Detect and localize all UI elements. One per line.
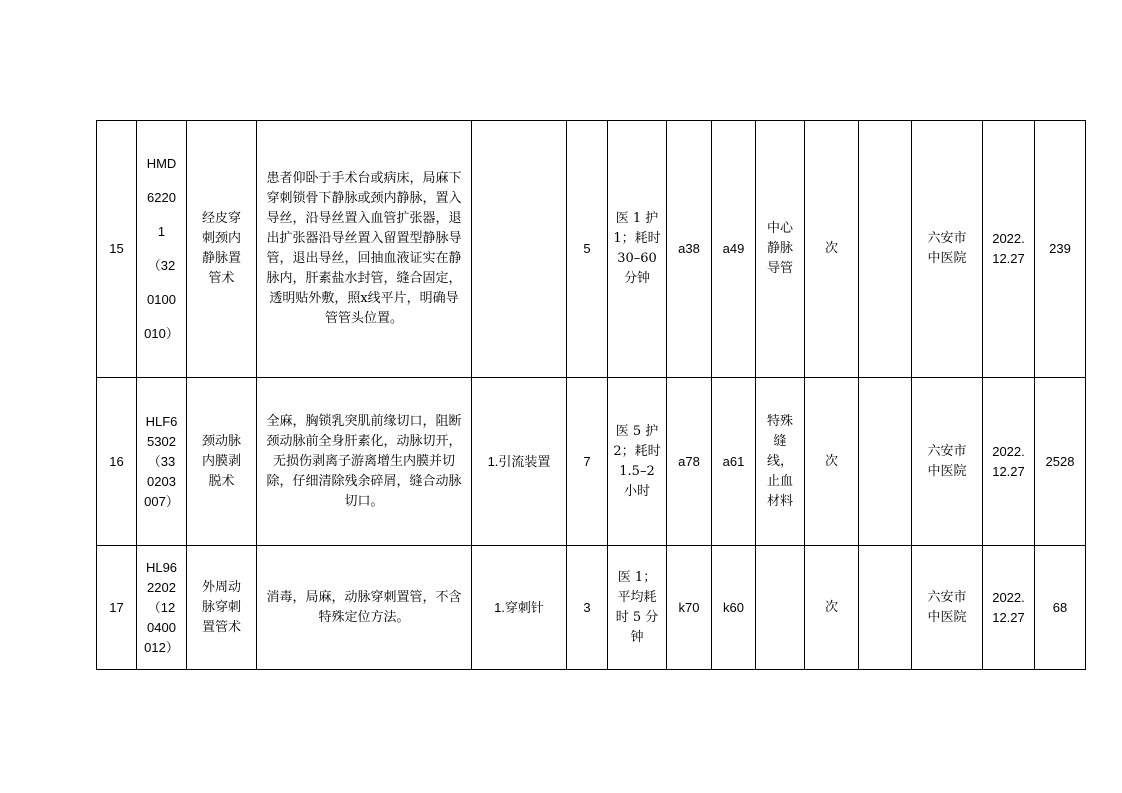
excluded-materials-line: 中心 — [766, 221, 793, 236]
approval-date-cell — [983, 546, 1035, 670]
item-code-line: （32 — [147, 258, 176, 273]
item-name-line: 刺颈内 — [201, 231, 241, 246]
row-number-cell — [97, 546, 137, 670]
row-number-cell — [97, 121, 137, 378]
item-code-line: 010） — [144, 326, 179, 341]
applicant-hospital-line: 中医院 — [927, 251, 967, 266]
item-description: 消毒，局麻，动脉穿刺置管，不含特殊定位方法。 — [266, 589, 462, 625]
item-code-line: 1 — [157, 224, 166, 239]
item-description-cell — [257, 378, 472, 546]
item-description-cell — [257, 546, 472, 670]
approval-date-line: 2022. — [992, 231, 1025, 246]
item-description: 患者仰卧于手术台或病床，局麻下穿刺锁骨下静脉或颈内静脉，置入导丝，沿导丝置入血管扩张器，退出扩张器沿导丝置入留置型静脉导管，退出导丝，回抽血液证实在静脉内，肝素盐水封管，缝合固定，透明贴外敷，照x线平片，明确导管管头位置。 — [266, 171, 462, 326]
risk-code-cell — [667, 121, 712, 378]
table-row — [97, 121, 1086, 378]
applicant-hospital-line: 六安市 — [927, 443, 967, 459]
item-name-line: 置管术 — [201, 619, 241, 635]
row-number-cell — [97, 378, 137, 546]
staff-time-line: 时 5 分 — [615, 609, 659, 625]
item-description: 全麻，胸锁乳突肌前缘切口，阻断颈动脉前全身肝素化，动脉切开，无损伤剥离子游离增生内膜并切除，仔细清除残余碎屑，缝合动脉切口。 — [266, 413, 462, 509]
item-code-cell — [137, 378, 187, 546]
category-code: a61 — [722, 453, 745, 469]
risk-code: k70 — [678, 599, 700, 615]
category-code-cell — [712, 546, 756, 670]
category-code-cell — [712, 378, 756, 546]
applicant-hospital-line: 中医院 — [927, 609, 967, 625]
item-name-cell — [187, 546, 257, 670]
consumables-cell — [472, 546, 567, 670]
applicant-hospital-cell — [912, 546, 983, 670]
excluded-materials-line: 缝 — [773, 433, 787, 449]
excluded-materials-line: 材料 — [766, 493, 793, 509]
staff-time-line: 2；耗时 — [613, 443, 661, 459]
staff-time-line: 医 1 护 — [615, 211, 659, 226]
price: 239 — [1049, 241, 1071, 256]
excluded-materials-cell — [756, 378, 805, 546]
item-code-line: HLF6 — [145, 413, 178, 429]
item-name-line: 脉穿刺 — [201, 599, 241, 615]
staff-time-line: 分钟 — [623, 271, 650, 286]
table-row — [97, 546, 1086, 670]
approval-date-cell — [983, 378, 1035, 546]
item-code-line: 0203 — [147, 473, 176, 489]
price: 2528 — [1045, 453, 1075, 469]
excluded-materials-cell — [756, 546, 805, 670]
price-cell — [1035, 378, 1086, 546]
item-name-cell — [187, 121, 257, 378]
applicant-hospital-line: 六安市 — [927, 231, 967, 246]
pricing-unit-cell — [805, 378, 859, 546]
item-code-cell — [137, 121, 187, 378]
category-code-cell — [712, 121, 756, 378]
table-row — [97, 378, 1086, 546]
item-code-line: 007） — [144, 493, 179, 509]
item-name-line: 管术 — [208, 271, 235, 286]
risk-code-cell — [667, 378, 712, 546]
excluded-materials-cell — [756, 121, 805, 378]
staff-time-line: 医 1； — [617, 569, 657, 585]
row-number: 16 — [109, 453, 124, 469]
item-code-line: HL96 — [145, 559, 178, 575]
difficulty-points: 3 — [583, 599, 591, 615]
price: 68 — [1052, 599, 1068, 615]
category-code: a49 — [722, 241, 745, 256]
item-code-line: 2202 — [147, 579, 176, 595]
approval-date-line: 12.27 — [992, 463, 1025, 479]
price-cell — [1035, 121, 1086, 378]
staff-time-cell — [608, 121, 667, 378]
excluded-materials-line: 导管 — [766, 261, 793, 276]
approval-date-cell — [983, 121, 1035, 378]
pricing-unit: 次 — [824, 599, 838, 615]
item-name-line: 内膜剥 — [201, 453, 241, 469]
consumables: 1.引流装置 — [487, 453, 551, 469]
risk-code: a78 — [678, 453, 700, 469]
difficulty-points-cell — [567, 378, 608, 546]
approval-date-line: 2022. — [992, 443, 1025, 459]
item-code-line: 0400 — [147, 619, 176, 635]
item-name-line: 脱术 — [208, 473, 235, 489]
item-code-line: （33 — [147, 453, 176, 469]
staff-time-cell — [608, 378, 667, 546]
notes-cell — [859, 378, 912, 546]
pricing-unit: 次 — [824, 453, 838, 469]
item-name-line: 颈动脉 — [201, 433, 241, 449]
staff-time-line: 1.5–2 — [619, 463, 655, 479]
excluded-materials-line: 线， — [766, 453, 793, 469]
applicant-hospital-line: 中医院 — [927, 463, 967, 479]
consumables-cell — [472, 121, 567, 378]
row-number: 17 — [109, 599, 124, 615]
excluded-materials-line: 特殊 — [766, 413, 793, 429]
staff-time-line: 小时 — [623, 483, 650, 499]
difficulty-points-cell — [567, 121, 608, 378]
excluded-materials-line: 止血 — [766, 473, 793, 489]
item-name-line: 经皮穿 — [201, 211, 241, 226]
item-name-line: 静脉置 — [201, 251, 241, 266]
pricing-table — [96, 120, 1086, 670]
staff-time-line: 钟 — [630, 629, 644, 645]
applicant-hospital-cell — [912, 378, 983, 546]
staff-time-line: 平均耗 — [617, 589, 657, 605]
item-code-line: 0100 — [147, 292, 176, 307]
item-code-line: HMD — [146, 156, 177, 171]
consumables: 1.穿刺针 — [494, 599, 544, 615]
applicant-hospital-cell — [912, 121, 983, 378]
pricing-unit-cell — [805, 546, 859, 670]
category-code: k60 — [723, 599, 744, 615]
item-name-line: 外周动 — [201, 579, 241, 595]
notes-cell — [859, 121, 912, 378]
item-name-cell — [187, 378, 257, 546]
notes-cell — [859, 546, 912, 670]
staff-time-line: 1；耗时 — [613, 231, 661, 246]
item-code-cell — [137, 546, 187, 670]
pricing-unit: 次 — [824, 241, 838, 256]
applicant-hospital-line: 六安市 — [927, 589, 967, 605]
item-description-cell — [257, 121, 472, 378]
price-cell — [1035, 546, 1086, 670]
item-code-line: 6220 — [147, 190, 176, 205]
pricing-unit-cell — [805, 121, 859, 378]
risk-code: a38 — [678, 241, 700, 256]
staff-time-line: 30–60 — [617, 251, 657, 266]
difficulty-points: 5 — [583, 241, 591, 256]
risk-code-cell — [667, 546, 712, 670]
staff-time-cell — [608, 546, 667, 670]
approval-date-line: 12.27 — [992, 609, 1025, 625]
item-code-line: （12 — [147, 599, 176, 615]
difficulty-points: 7 — [583, 453, 591, 469]
item-code-line: 5302 — [147, 433, 176, 449]
approval-date-line: 12.27 — [992, 251, 1025, 266]
row-number: 15 — [109, 241, 124, 256]
staff-time-line: 医 5 护 — [615, 423, 659, 439]
approval-date-line: 2022. — [992, 589, 1025, 605]
item-code-line: 012） — [144, 639, 179, 655]
difficulty-points-cell — [567, 546, 608, 670]
excluded-materials-line: 静脉 — [766, 241, 793, 256]
consumables-cell — [472, 378, 567, 546]
